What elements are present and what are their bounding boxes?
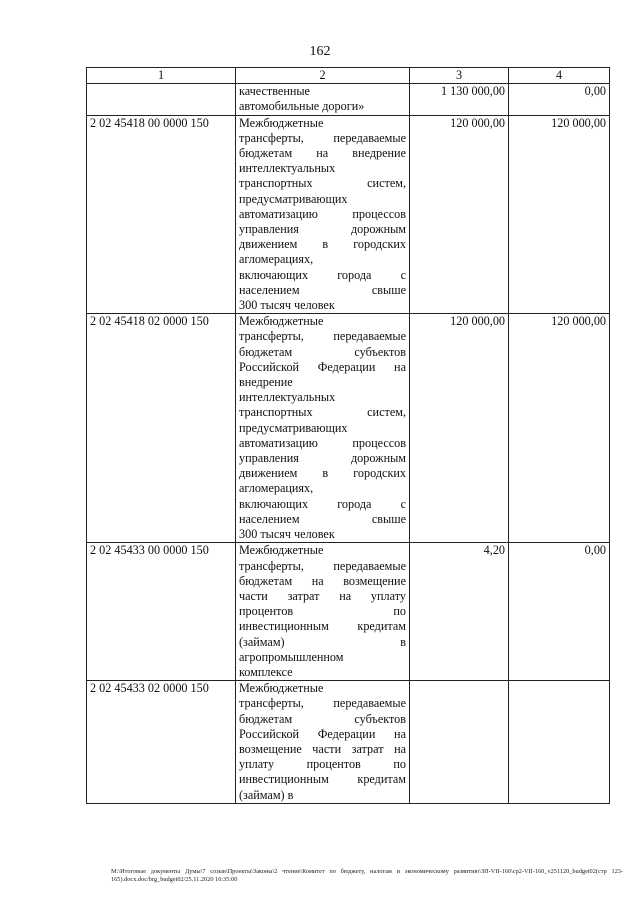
table-row [87,115,610,314]
description-line: населением свыше [239,282,406,297]
budget-table [86,67,610,804]
table-row [87,681,610,804]
description-line: (займам) в [239,634,406,649]
amount-col-3 [410,681,509,804]
description-line: агломерациях, [239,481,314,496]
description-line: (займам) в [239,787,294,802]
description-line: бюджетам на внедрение [239,146,406,161]
description-line: бюджетам субъектов [239,711,406,726]
description-line: транспортных систем, [239,176,406,191]
description-line: уплату процентов по [239,757,406,772]
description-line: инвестиционным кредитам [239,772,406,787]
description-line: управления дорожным [239,222,406,237]
description-line: интеллектуальных [239,161,336,176]
description-line: включающих города с [239,267,406,282]
description [236,314,410,543]
header-col-2: 2 [236,68,410,84]
description-line: агропромышленном [239,649,344,664]
amount-col-3: 120 000,00 [410,115,509,314]
amount-col-4 [509,681,610,804]
description [236,681,410,804]
description-line: трансферты, передаваемые [239,329,406,344]
table-row [87,543,610,681]
description-line: движением в городских [239,466,406,481]
description-line: движением в городских [239,237,406,252]
description [236,115,410,314]
description-line: интеллектуальных [239,390,336,405]
budget-code: 2 02 45418 02 0000 150 [87,314,236,543]
description-line: предусматривающих [239,420,348,435]
description-line: 300 тысяч человек [239,527,335,542]
description-line: включающих города с [239,496,406,511]
description-line: Межбюджетные [239,314,324,329]
description-line: автоматизацию процессов [239,206,406,221]
description-line: агломерациях, [239,252,314,267]
budget-code [87,84,236,115]
amount-col-4: 0,00 [509,543,610,681]
description-line: автомобильные дороги» [239,99,365,114]
description-line: внедрение [239,375,293,390]
description-line: процентов по [239,604,406,619]
description-line: возмещение части затрат на [239,741,406,756]
header-col-4: 4 [509,68,610,84]
description-line: части затрат на уплату [239,588,406,603]
description-line: транспортных систем, [239,405,406,420]
budget-code: 2 02 45418 00 0000 150 [87,115,236,314]
description-line: населением свыше [239,511,406,526]
table-row [87,84,610,115]
description [236,543,410,681]
table-body [87,84,610,804]
description-line: Российской Федерации на [239,359,406,374]
table-header-row [87,68,610,84]
budget-code: 2 02 45433 00 0000 150 [87,543,236,681]
table-row [87,314,610,543]
description-line: автоматизацию процессов [239,435,406,450]
description-line: 300 тысяч человек [239,298,335,313]
description-line: трансферты, передаваемые [239,130,406,145]
amount-col-3: 4,20 [410,543,509,681]
header-col-1: 1 [87,68,236,84]
description-line: качественные [239,84,310,99]
description-line: бюджетам на возмещение [239,573,406,588]
description-line: инвестиционным кредитам [239,619,406,634]
description-line: Межбюджетные [239,115,324,130]
amount-col-3: 1 130 000,00 [410,84,509,115]
description-line: комплексе [239,664,293,679]
header-col-3: 3 [410,68,509,84]
description-line: Межбюджетные [239,681,324,696]
description-line: Российской Федерации на [239,726,406,741]
budget-code: 2 02 45433 02 0000 150 [87,681,236,804]
page-number: 162 [309,44,331,59]
amount-col-4: 120 000,00 [509,115,610,314]
description-line: трансферты, передаваемые [239,696,406,711]
footer-file-path: M:\Итоговые документы Думы\7 созыв\Проекты\Законы\2 чтение\Комитет по бюджету, налогам и экономическому развитию\ЗП-VII-160\ср2-VII-160_v251120_budget02(стр 123-165).docx.doc/brg_budget02/25.11.2020 10:35:00 [111,868,623,883]
amount-col-4: 0,00 [509,84,610,115]
description-line: трансферты, передаваемые [239,558,406,573]
description-line: Межбюджетные [239,543,324,558]
description-line: бюджетам субъектов [239,344,406,359]
amount-col-4: 120 000,00 [509,314,610,543]
description-line: предусматривающих [239,191,348,206]
amount-col-3: 120 000,00 [410,314,509,543]
description-line: управления дорожным [239,451,406,466]
description [236,84,410,115]
